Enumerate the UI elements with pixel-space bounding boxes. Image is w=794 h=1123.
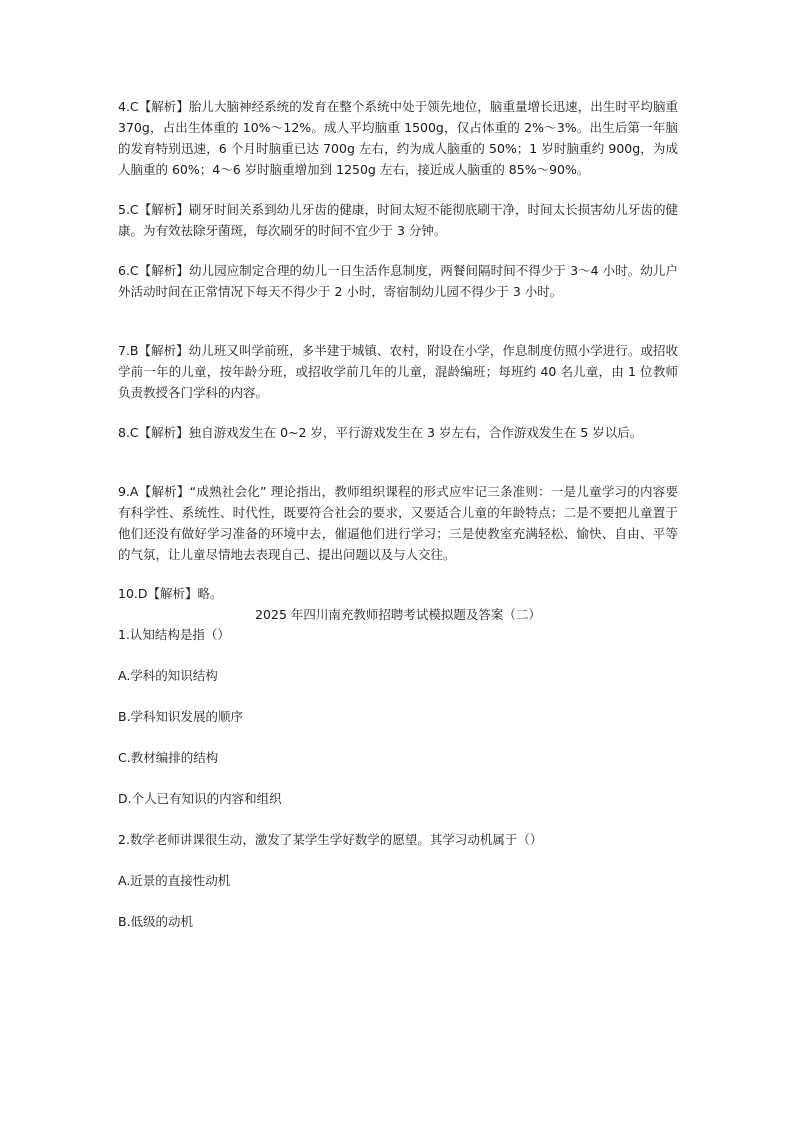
answer-4: 4.C【解析】胎儿大脑神经系统的发育在整个系统中处于领先地位，脑重量增长迅速，出生时平均脑重 370g，占出生体重的 10%～12%。成人平均脑重 1500g，仅占体重的 2%～3%。出生后第一年脑的发育特别迅速，6 个月时脑重已达 700g 左右，约为成人脑重的 50%；1 岁时脑重约 900g，为成人脑重的 60%；4～6 岁时脑重增加到 1250g 左右，接近成人脑重的 85%～90%。 (118, 99, 678, 177)
question-1-option-c: C.教材编排的结构 (118, 750, 219, 765)
question-1-option-d: D.个人已有知识的内容和组织 (118, 791, 282, 806)
question-2-option-b: B.低级的动机 (118, 914, 194, 929)
answer-10: 10.D【解析】略。 (118, 586, 223, 601)
section-title: 2025 年四川南充教师招聘考试模拟题及答案（二） (255, 607, 541, 622)
question-1-option-a: A.学科的知识结构 (118, 668, 218, 683)
answer-5: 5.C【解析】刷牙时间关系到幼儿牙齿的健康，时间太短不能彻底刷干净，时间太长损害幼儿牙齿的健康。为有效祛除牙菌斑，每次刷牙的时间不宜少于 3 分钟。 (118, 202, 678, 238)
answer-7: 7.B【解析】幼儿班又叫学前班，多半建于城镇、农村，附设在小学，作息制度仿照小学进行。或招收学前一年的儿童，按年龄分班，或招收学前几年的儿童，混龄编班；每班约 40 名儿童，由 1 位教师负责教授各门学科的内容。 (118, 343, 678, 400)
document-page (118, 96, 678, 932)
answer-8: 8.C【解析】独自游戏发生在 0~2 岁，平行游戏发生在 3 岁左右，合作游戏发生在 5 岁以后。 (118, 425, 643, 440)
question-1-option-b: B.学科知识发展的顺序 (118, 709, 244, 724)
answer-9: 9.A【解析】“成熟社会化” 理论指出，教师组织课程的形式应牢记三条准则：一是儿童学习的内容要有科学性、系统性、时代性，既要符合社会的要求，又要适合儿童的年龄特点；二是不要把儿童置于他们还没有做好学习准备的环境中去，催逼他们进行学习；三是使教室充满轻松、愉快、自由、平等的气氛，让儿童尽情地去表现自己、提出问题以及与人交往。 (118, 484, 678, 562)
question-1-stem: 1.认知结构是指（） (118, 627, 230, 642)
answer-6: 6.C【解析】幼儿园应制定合理的幼儿一日生活作息制度，两餐间隔时间不得少于 3～4 小时。幼儿户外活动时间在正常情况下每天不得少于 2 小时，寄宿制幼儿园不得少于 3 小时。 (118, 263, 678, 299)
question-2-stem: 2.数学老师讲课很生动，激发了某学生学好数学的愿望。其学习动机属于（） (118, 832, 543, 847)
question-2-option-a: A.近景的直接性动机 (118, 873, 231, 888)
